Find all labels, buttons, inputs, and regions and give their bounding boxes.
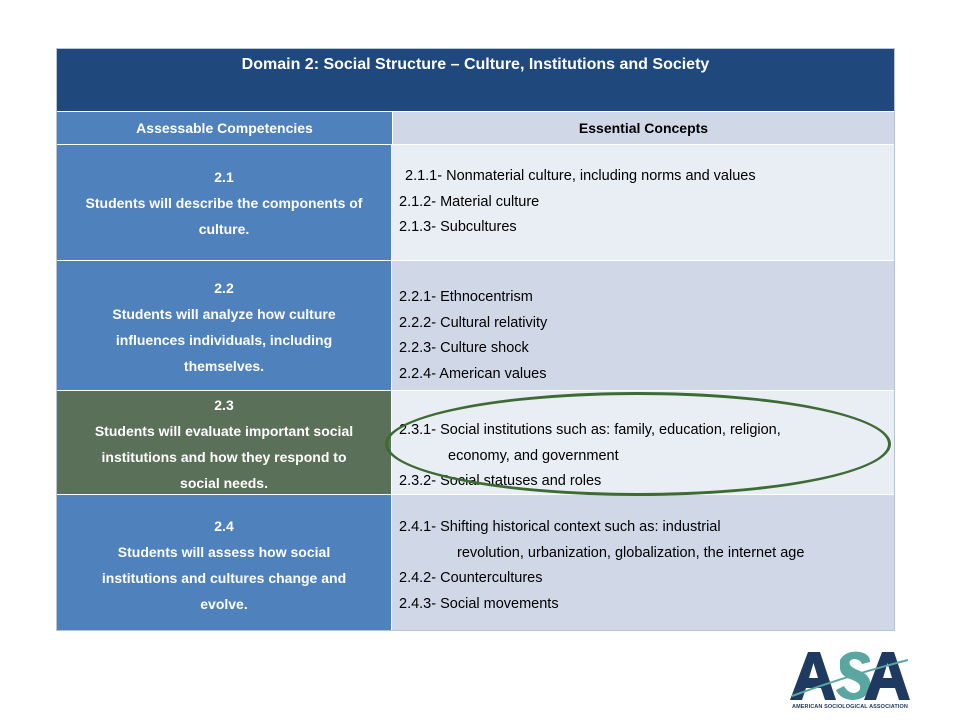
- concepts-cell: [392, 391, 894, 494]
- table-row: [57, 495, 894, 630]
- competency-number: 2.4: [214, 518, 234, 534]
- header-essential-concepts: Essential Concepts: [393, 112, 894, 144]
- concept-item: 2.3.1- Social institutions such as: family, education, religion,: [399, 422, 781, 438]
- competency-number: 2.3: [214, 397, 234, 413]
- competency-text: institutions and cultures change and: [101, 570, 347, 586]
- competency-text: social needs.: [180, 475, 268, 491]
- header-assessable-competencies: Assessable Competencies: [57, 112, 393, 144]
- asa-logo-mark: [786, 646, 914, 704]
- competency-table: [56, 48, 895, 631]
- competency-cell: [57, 261, 392, 390]
- concept-item: 2.1.1- Nonmaterial culture, including norms and values: [405, 168, 756, 184]
- concepts-cell: [392, 145, 894, 260]
- table-row: [57, 391, 894, 495]
- concepts-cell: [392, 495, 894, 630]
- concept-item: 2.2.4- American values: [399, 365, 547, 382]
- concept-item-continuation: revolution, urbanization, globalization, the internet age: [457, 544, 805, 561]
- competency-text: evolve.: [200, 596, 248, 612]
- concept-item: 2.3.2- Social statuses and roles: [399, 473, 602, 489]
- competency-text: Students will evaluate important social: [94, 423, 354, 439]
- competency-cell: [57, 495, 392, 630]
- concept-item: 2.2.2- Cultural relativity: [399, 314, 548, 331]
- competency-cell: [57, 391, 392, 494]
- concept-item-continuation: economy, and government: [448, 447, 619, 464]
- competency-text: themselves.: [183, 358, 265, 374]
- competency-text: culture.: [198, 221, 250, 237]
- logo-caption: AMERICAN SOCIOLOGICAL ASSOCIATION: [792, 704, 908, 710]
- concepts-cell: [392, 261, 894, 390]
- table-row: [57, 261, 894, 391]
- asa-logo: [786, 646, 926, 712]
- competency-text: institutions and how they respond to: [101, 449, 347, 465]
- concept-item: 2.1.2- Material culture: [399, 193, 540, 210]
- competency-cell: [57, 145, 392, 260]
- concept-item: 2.2.3- Culture shock: [399, 340, 529, 356]
- competency-number: 2.1: [214, 169, 234, 185]
- table-row: [57, 145, 894, 261]
- table-title: Domain 2: Social Structure – Culture, Institutions and Society: [57, 49, 894, 112]
- table-header-row: [57, 112, 894, 145]
- competency-text: Students will describe the components of: [85, 195, 363, 211]
- concept-item: 2.2.1- Ethnocentrism: [399, 289, 533, 305]
- concept-item: 2.1.3- Subcultures: [399, 219, 517, 235]
- concept-item: 2.4.3- Social movements: [399, 595, 559, 612]
- concept-item: 2.4.2- Countercultures: [399, 570, 543, 586]
- competency-number: 2.2: [214, 280, 234, 296]
- competency-text: Students will assess how social: [117, 544, 331, 560]
- competency-text: Students will analyze how culture: [112, 306, 336, 322]
- competency-text: influences individuals, including: [115, 332, 333, 348]
- concept-item: 2.4.1- Shifting historical context such as: industrial: [399, 519, 721, 535]
